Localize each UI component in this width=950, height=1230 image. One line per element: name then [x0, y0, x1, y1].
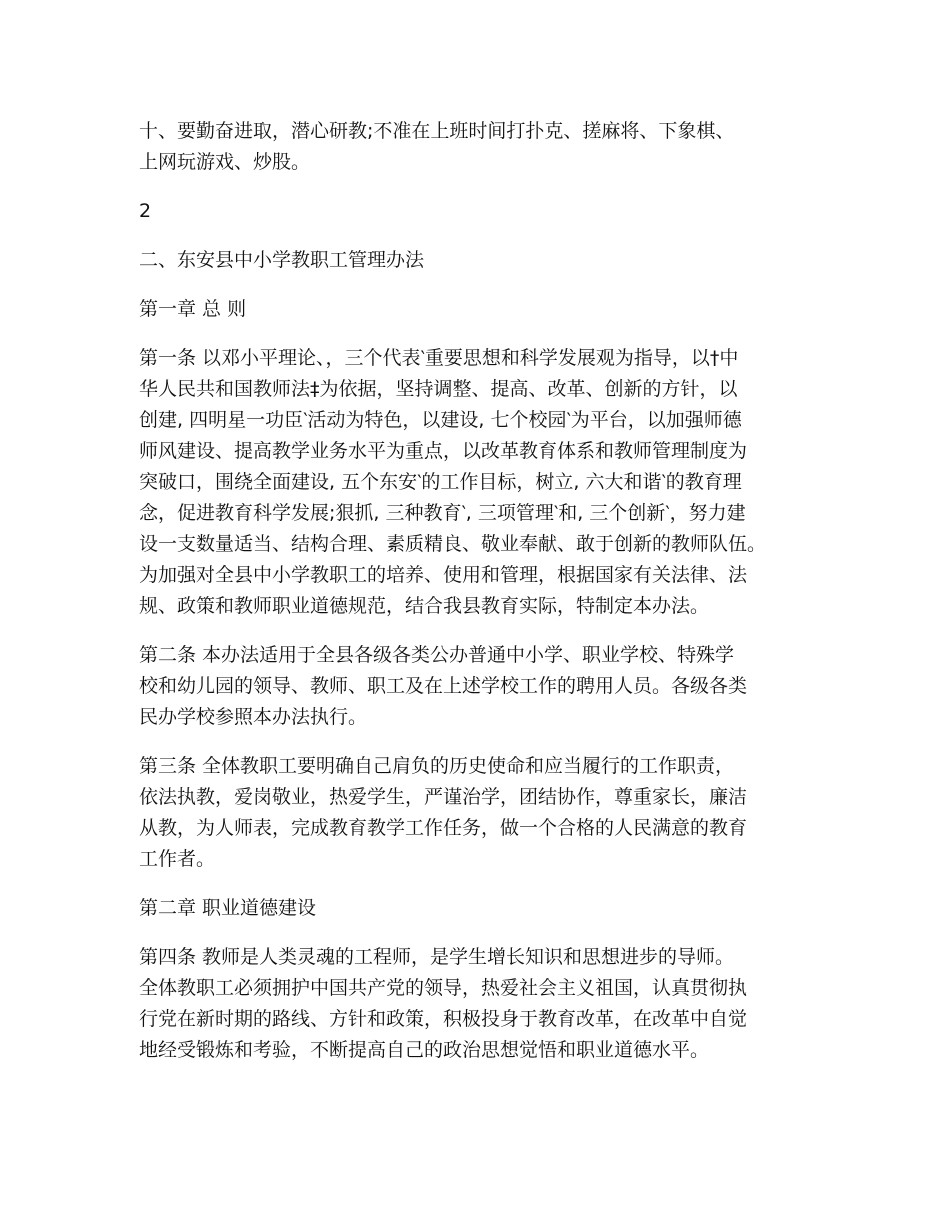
chapter-heading-2 [139, 893, 829, 924]
text-line: 第一章 总 则 [139, 298, 247, 320]
text-line: 依法执教，爱岗敬业，热爱学生，严谨治学，团结协作，尊重家长，廉洁 [139, 786, 748, 808]
chapter-heading-1 [139, 294, 829, 325]
text-line: 师风建设、提高教学业务水平为重点，以改革教育体系和教师管理制度为 [139, 440, 748, 462]
text-line: 校和幼儿园的领导、教师、职工及在上述学校工作的聘用人员。各级各类 [139, 675, 748, 697]
article-2 [139, 640, 829, 733]
text-line: 规、政策和教师职业道德规范，结合我县教育实际，特制定本办法。 [139, 595, 710, 617]
text-line: 上网玩游戏、炒股。 [139, 151, 311, 173]
text-line: 工作者。 [139, 848, 216, 870]
text-line: 第四条 教师是人类灵魂的工程师，是学生增长知识和思想进步的导师。 [139, 946, 735, 968]
text-line: 地经受锻炼和考验，不断提高自己的政治思想觉悟和职业道德水平。 [139, 1039, 710, 1061]
text-line: 为加强对全县中小学教职工的培养、使用和管理，根据国家有关法律、法 [139, 564, 748, 586]
text-line: 第二条 本办法适用于全县各级各类公办普通中小学、职业学校、特殊学 [139, 644, 735, 666]
article-4 [139, 942, 829, 1066]
paragraph-item-10 [139, 116, 829, 178]
text-line: 全体教职工必须拥护中国共产党的领导，热爱社会主义祖国，认真贯彻执 [139, 977, 748, 999]
text-line: 第三条 全体教职工要明确自己肩负的历史使命和应当履行的工作职责， [139, 755, 735, 777]
text-line: 二、东安县中小学教职工管理办法 [139, 249, 425, 271]
text-line: 第一条 以邓小平理论、，三个代表‵重要思想和科学发展观为指导，以†中 [139, 347, 739, 369]
text-line: 从教，为人师表，完成教育教学工作任务，做一个合格的人民满意的教育 [139, 817, 748, 839]
page-number [139, 196, 829, 227]
text-line: 民办学校参照本办法执行。 [139, 706, 368, 728]
section-title [139, 245, 829, 276]
text-line: 第二章 职业道德建设 [139, 897, 317, 919]
text-line: 念，促进教育科学发展;狠抓, 三种教育‵, 三项管理‵和, 三个创新‵，努力建 [139, 502, 746, 524]
text-line: 突破口，围绕全面建设, 五个东安‵的工作目标，树立, 六大和谐‵的教育理 [139, 471, 742, 493]
document-body [139, 116, 829, 1084]
article-3 [139, 751, 829, 875]
text-line: 设一支数量适当、结构合理、素质精良、敬业奉献、敢于创新的教师队伍。 [139, 533, 767, 555]
article-1 [139, 343, 829, 622]
text-line: 创建, 四明星一功臣‵活动为特色，以建设, 七个校园‵为平台，以加强师德 [139, 409, 742, 431]
text-line: 华人民共和国教师法‡为依据，坚持调整、提高、改革、创新的方针，以 [139, 378, 738, 400]
text-line: 2 [139, 200, 152, 222]
text-line: 十、要勤奋进取，潜心研教;不准在上班时间打扑克、搓麻将、下象棋、 [139, 120, 735, 142]
text-line: 行党在新时期的路线、方针和政策，积极投身于教育改革，在改革中自觉 [139, 1008, 748, 1030]
